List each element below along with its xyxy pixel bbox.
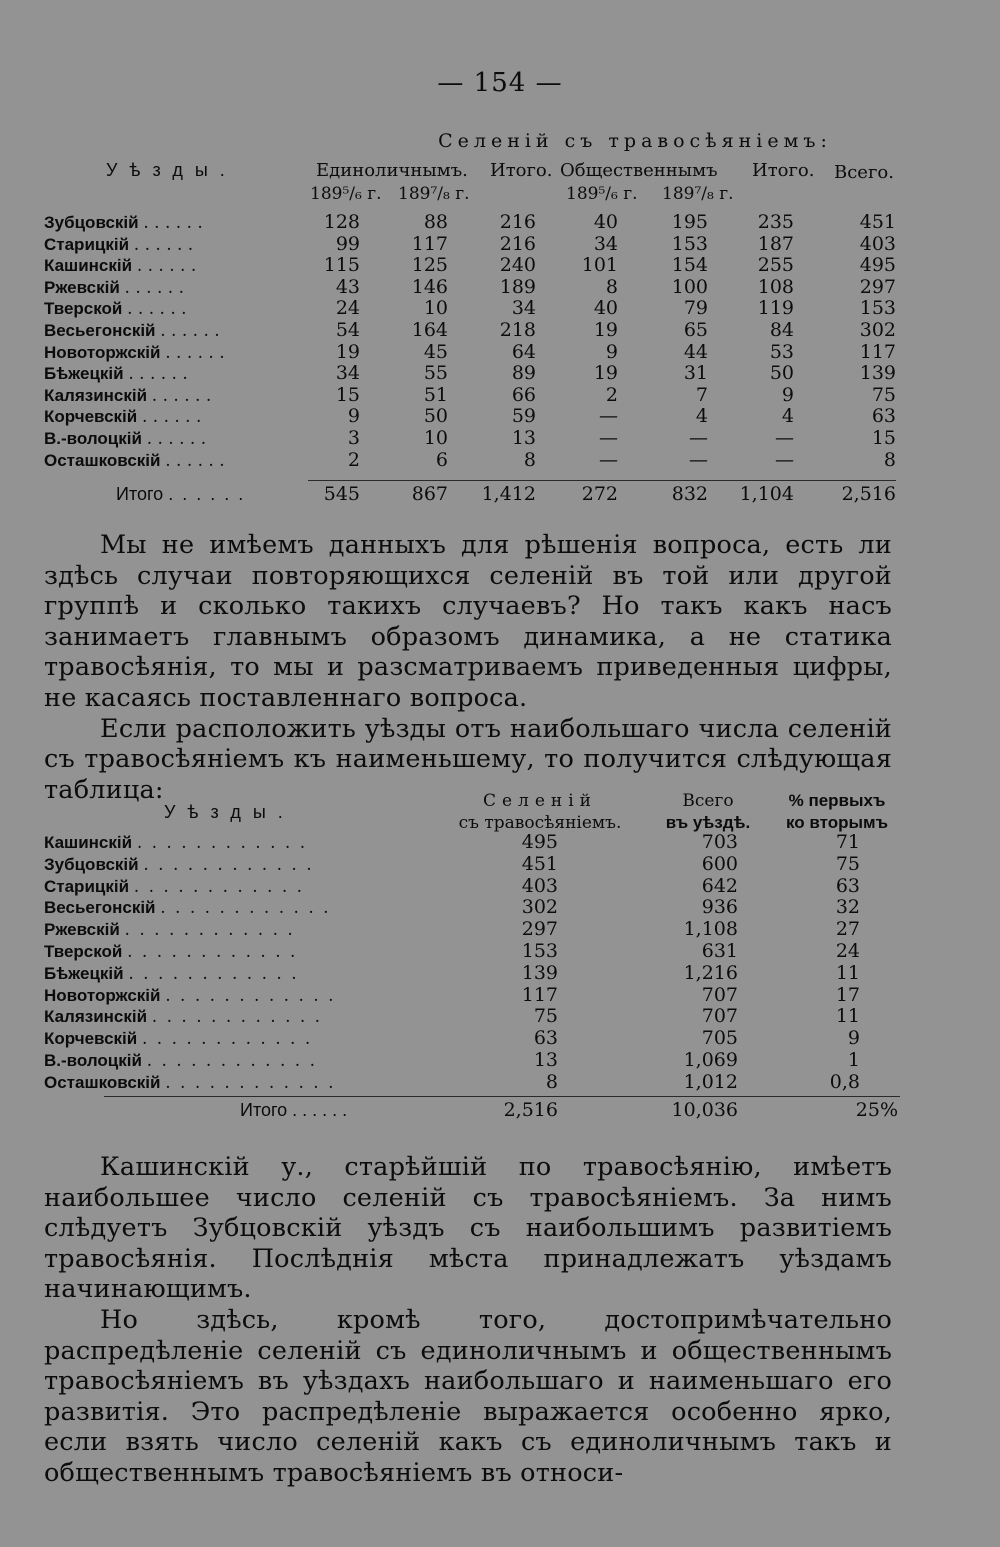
table-cell: 51 (423, 383, 448, 406)
table-cell: 297 (859, 275, 896, 298)
column-header-communal-total: Итого. (752, 160, 815, 181)
table-cell: 34 (335, 362, 360, 385)
page-number: — 154 — (437, 68, 563, 98)
column-header-individual: Единоличнымъ. (316, 160, 468, 181)
table-cell: 189 (499, 275, 536, 298)
region-name: Осташковскій . . . . . . . . . . . . (44, 1072, 336, 1093)
table-cell: 117 (411, 232, 448, 255)
column-header-all: Всего. (834, 162, 894, 183)
table-cell: 50 (423, 405, 448, 428)
table-cell: 63 (871, 405, 896, 428)
table-row (44, 234, 900, 256)
total-cell: 867 (411, 483, 448, 505)
region-name: Корчевскій . . . . . . . . . . . . (44, 1029, 313, 1050)
table-cell: 9 (847, 1027, 860, 1050)
table-cell: 302 (521, 896, 558, 919)
table-cell: 89 (511, 362, 536, 385)
region-name: Новоторжскій . . . . . . . . . . . . (44, 985, 336, 1006)
region-name: Кашинскій . . . . . . . . . . . . (44, 833, 308, 853)
table-cell: 19 (593, 362, 618, 385)
table-cell: 34 (593, 232, 618, 255)
table-cell: 128 (323, 211, 360, 233)
table-cell: 117 (859, 340, 896, 363)
column-header-individual-total: Итого. (490, 160, 553, 181)
table-cell: 13 (533, 1048, 558, 1071)
column-header-communal: Общественнымъ (560, 160, 718, 181)
table-cell: 195 (671, 211, 708, 233)
table-cell: 216 (499, 232, 536, 255)
region-name: В.-волоцкій . . . . . . . . . . . . (44, 1050, 317, 1071)
table-cell: 153 (521, 939, 558, 962)
table-cell: 63 (835, 874, 860, 897)
table-cell: 40 (593, 211, 618, 233)
total-cell: 1,104 (739, 483, 794, 505)
region-name: Весьегонскій . . . . . . (44, 320, 220, 341)
table-cell: 17 (835, 983, 860, 1006)
text-block-1 (44, 530, 892, 805)
paragraph: Кашинскій у., старѣйшій по травосѣянію, имѣетъ наибольшее число селеній съ травосѣяніемъ. За нимъ слѣдуетъ Зубцовскій уѣздъ съ наибольшимъ развитіемъ травосѣянія. Послѣднія мѣста принадлежатъ уѣздамъ начинающимъ. (44, 1152, 892, 1305)
table-cell: 31 (683, 362, 708, 385)
table-row (44, 897, 900, 919)
table-cell: 13 (511, 426, 536, 449)
table-cell: 24 (835, 939, 860, 962)
table-cell: 44 (683, 340, 708, 363)
table-group-header: Селеній съ травосѣяніемъ: (438, 130, 832, 152)
total-label: Итого . . . . . . (116, 484, 246, 504)
table-cell: 9 (781, 383, 794, 406)
table-cell: 495 (521, 831, 558, 853)
table-cell: 703 (701, 831, 738, 853)
table-cell: 84 (769, 318, 794, 341)
paragraph: Мы не имѣемъ данныхъ для рѣшенія вопроса, есть ли здѣсь случаи повторяющихся селеній въ той или другой группѣ и сколько такихъ случаевъ? Но такъ какъ насъ занимаетъ главнымъ образомъ динамика, а не статика травосѣянія, то мы и разсматриваемъ приведенныя цифры, не касаясь поставленнаго вопроса. (44, 530, 892, 713)
table-cell: 1,108 (683, 918, 738, 941)
region-name: Ржевскій . . . . . . (44, 277, 184, 298)
column-header-region: Уѣзды. (164, 802, 295, 822)
year-header-4: 189⁷/₈ г. (662, 184, 734, 204)
table-cell: 297 (521, 918, 558, 941)
table-row (44, 919, 900, 941)
table-row (44, 298, 900, 320)
region-name: Кашинскій . . . . . . (44, 256, 197, 277)
table-cell: 54 (335, 318, 360, 341)
total-label: Итого . . . . . . (240, 1100, 348, 1120)
table-cell: 100 (671, 275, 708, 298)
table-cell: 8 (545, 1070, 558, 1093)
table-row (44, 385, 900, 407)
table-cell: 79 (683, 297, 708, 320)
table-cell: — (599, 426, 618, 449)
table-cell: 119 (757, 297, 794, 320)
table-cell: 235 (757, 211, 794, 233)
total-cell: 272 (581, 483, 618, 505)
table-row (44, 985, 900, 1007)
table-cell: 71 (835, 831, 860, 853)
table-cell: 27 (835, 918, 860, 941)
table-cell: 2 (347, 448, 360, 471)
column-header-total-in-district: Всего въ уѣздѣ. (665, 791, 751, 832)
total-cell: 545 (323, 483, 360, 505)
total-rule (308, 480, 896, 481)
table-cell: 45 (423, 340, 448, 363)
region-name: Зубцовскій . . . . . . . . . . . . (44, 854, 314, 875)
table-cell: — (689, 426, 708, 449)
total-cell: 832 (671, 483, 708, 505)
table-cell: 75 (533, 1005, 558, 1028)
table-cell: 451 (859, 211, 896, 233)
table-cell: 99 (335, 232, 360, 255)
table-cell: 218 (499, 318, 536, 341)
total-cell: 25% (855, 1099, 898, 1121)
year-header-3: 189⁵/₆ г. (566, 184, 638, 204)
table-cell: 139 (859, 362, 896, 385)
region-name: Калязинскій . . . . . . (44, 385, 212, 406)
table-cell: 600 (701, 852, 738, 875)
table-cell: 50 (769, 362, 794, 385)
table-cell: 7 (695, 383, 708, 406)
table-row (44, 1006, 900, 1028)
table-cell: 65 (683, 318, 708, 341)
table-cell: 705 (701, 1027, 738, 1050)
table-cell: 125 (411, 254, 448, 277)
table-row (44, 212, 900, 234)
table-cell: 11 (835, 1005, 860, 1028)
table-cell: 63 (533, 1027, 558, 1050)
table-cell: 24 (335, 297, 360, 320)
total-cell: 10,036 (671, 1099, 738, 1121)
table-cell: 403 (521, 874, 558, 897)
table-cell: 66 (511, 383, 536, 406)
table-cell: 8 (883, 448, 896, 471)
region-name: Осташковскій . . . . . . (44, 450, 225, 471)
table-cell: 146 (411, 275, 448, 298)
table-cell: 64 (511, 340, 536, 363)
year-header-1: 189⁵/₆ г. (310, 184, 382, 204)
table-cell: 1,012 (683, 1070, 738, 1093)
table-cell: 19 (335, 340, 360, 363)
table-cell: — (599, 405, 618, 428)
table-cell: 8 (523, 448, 536, 471)
table-cell: 55 (423, 362, 448, 385)
table-row (44, 406, 900, 428)
table-cell: 6 (435, 448, 448, 471)
table-cell: 707 (701, 983, 738, 1006)
table-cell: 19 (593, 318, 618, 341)
table-cell: — (775, 426, 794, 449)
table-cell: 10 (423, 426, 448, 449)
table-total-row (44, 482, 900, 506)
paragraph: Если расположить уѣзды отъ наибольшаго числа селеній съ травосѣяніемъ къ наименьшему, то получится слѣдующая таблица: (44, 713, 892, 805)
table-cell: 75 (835, 852, 860, 875)
table-cell: 8 (605, 275, 618, 298)
table-total-row (44, 1098, 900, 1122)
table-cell: 75 (871, 383, 896, 406)
table-cell: 15 (335, 383, 360, 406)
table-row (44, 963, 900, 985)
table-cell: 403 (859, 232, 896, 255)
region-name: Калязинскій . . . . . . . . . . . . (44, 1007, 323, 1028)
region-name: Тверской . . . . . . (44, 299, 187, 320)
table-cell: 53 (769, 340, 794, 363)
total-cell: 1,412 (481, 483, 536, 505)
table-cell: 43 (335, 275, 360, 298)
table-cell: 10 (423, 297, 448, 320)
table-cell: 240 (499, 254, 536, 277)
total-rule (104, 1096, 900, 1097)
table-cell: 216 (499, 211, 536, 233)
region-name: Бѣжецкій . . . . . . (44, 364, 188, 385)
table-row (44, 277, 900, 299)
table-cell: 0,8 (829, 1070, 860, 1093)
table-cell: 1 (847, 1048, 860, 1071)
table-cell: 9 (347, 405, 360, 428)
table-cell: — (689, 448, 708, 471)
table-row (44, 832, 900, 854)
table-row (44, 1050, 900, 1072)
table-cell: 153 (859, 297, 896, 320)
table-cell: 34 (511, 297, 536, 320)
table-row (44, 1072, 900, 1094)
table-cell: 1,069 (683, 1048, 738, 1071)
text-block-2 (44, 1152, 892, 1489)
region-name: Старицкій . . . . . . (44, 234, 194, 255)
table-row (44, 320, 900, 342)
table-cell: 2 (605, 383, 618, 406)
region-name: Зубцовскій . . . . . . (44, 213, 203, 233)
table-cell: 936 (701, 896, 738, 919)
table-cell: 88 (423, 211, 448, 233)
table-row (44, 1028, 900, 1050)
table-cell: 108 (757, 275, 794, 298)
region-name: В.-волоцкій . . . . . . (44, 428, 207, 449)
table-row (44, 450, 900, 472)
table-cell: 187 (757, 232, 794, 255)
table-row (44, 428, 900, 450)
region-name: Тверской . . . . . . . . . . . . (44, 941, 298, 962)
table-cell: 451 (521, 852, 558, 875)
paragraph: Но здѣсь, кромѣ того, достопримѣчательно распредѣленіе селеній съ единоличнымъ и общественнымъ травосѣяніемъ въ уѣздахъ наибольшаго и наименьшаго его развитія. Это распредѣленіе выражается особенно ярко, если взять число селеній какъ съ единоличнымъ такъ и общественнымъ травосѣяніемъ въ относи- (44, 1304, 892, 1488)
region-name: Бѣжецкій . . . . . . . . . . . . (44, 963, 299, 984)
region-name: Ржевскій . . . . . . . . . . . . (44, 920, 295, 941)
table-cell: 101 (581, 254, 618, 277)
table-cell: 153 (671, 232, 708, 255)
table-cell: 9 (605, 340, 618, 363)
table-cell: 32 (835, 896, 860, 919)
table-cell: 255 (757, 254, 794, 277)
table-row (44, 255, 900, 277)
table-row (44, 854, 900, 876)
total-cell: 2,516 (841, 483, 896, 505)
region-name: Старицкій . . . . . . . . . . . . (44, 876, 305, 897)
table-body (44, 832, 900, 1094)
region-name: Корчевскій . . . . . . (44, 407, 202, 428)
table-cell: 707 (701, 1005, 738, 1028)
table-cell: 40 (593, 297, 618, 320)
table-row (44, 342, 900, 364)
table-cell: 164 (411, 318, 448, 341)
column-header-region: Уѣзды. (106, 160, 237, 180)
table-cell: 15 (871, 426, 896, 449)
table-row (44, 876, 900, 898)
table-cell: 117 (521, 983, 558, 1006)
table-cell: 139 (521, 961, 558, 984)
region-name: Весьегонскій . . . . . . . . . . . . (44, 898, 331, 919)
year-header-2: 189⁷/₈ г. (398, 184, 470, 204)
table-cell: — (775, 448, 794, 471)
table-cell: 302 (859, 318, 896, 341)
table-cell: 4 (781, 405, 794, 428)
region-name: Новоторжскій . . . . . . (44, 342, 225, 363)
table-cell: 1,216 (683, 961, 738, 984)
table-cell: 495 (859, 254, 896, 277)
table-cell: 3 (347, 426, 360, 449)
table-row (44, 941, 900, 963)
table-cell: 154 (671, 254, 708, 277)
column-header-percent: % первыхъ ко вторымъ (786, 791, 888, 832)
table-body (44, 212, 900, 471)
total-cell: 2,516 (503, 1099, 558, 1121)
table-cell: 115 (323, 254, 360, 277)
table-cell: — (599, 448, 618, 471)
table-cell: 631 (701, 939, 738, 962)
column-header-villages: Селеній съ травосѣяніемъ. (458, 791, 622, 833)
table-cell: 11 (835, 961, 860, 984)
table-cell: 642 (701, 874, 738, 897)
table-cell: 59 (511, 405, 536, 428)
table-row (44, 363, 900, 385)
table-cell: 4 (695, 405, 708, 428)
